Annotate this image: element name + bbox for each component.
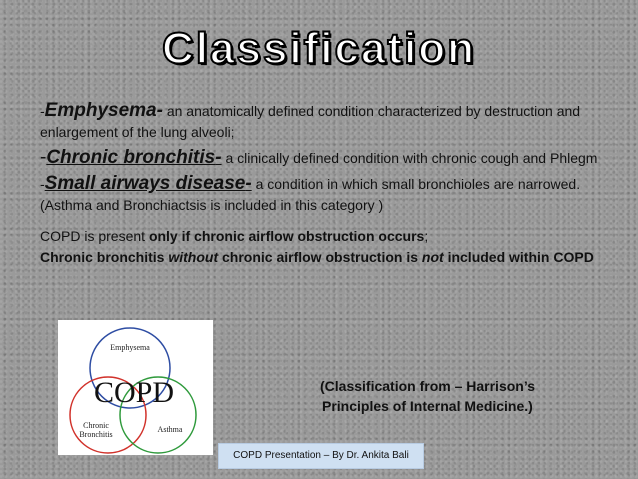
asthma-label: Asthma bbox=[157, 425, 183, 434]
emphysema-label: Emphysema bbox=[110, 343, 150, 352]
copd-statement-2: Chronic bronchitis without chronic airflow obstruction is not included within COPD bbox=[40, 249, 594, 265]
term-emphysema: Emphysema bbox=[44, 100, 157, 121]
slide-content bbox=[40, 100, 620, 268]
definition-chronic-bronchitis: -Chronic bronchitis- a clinically defined condition with chronic cough and Phlegm bbox=[40, 147, 598, 168]
term-small-airways-disease: Small airways disease bbox=[44, 173, 246, 194]
copd-statement-1: COPD is present only if chronic airflow obstruction occurs; bbox=[40, 228, 429, 244]
definition-emphysema: -Emphysema- an anatomically defined condition characterized by destruction and enlargement of the lung alveoli; bbox=[40, 100, 581, 140]
bronchitis-label: Chronic Bronchitis bbox=[79, 421, 113, 439]
slide-title: Classification bbox=[161, 24, 477, 73]
footer-label: COPD Presentation – By Dr. Ankita Bali bbox=[218, 443, 424, 469]
category-note: (Asthma and Bronchiactsis is included in this category ) bbox=[40, 197, 384, 213]
definition-text: a condition in which small bronchioles are narrowed. bbox=[251, 176, 581, 192]
term-chronic-bronchitis: Chronic bronchitis bbox=[46, 147, 216, 168]
definition-text: an anatomically defined condition characterized by destruction and enlargement of the lung alveoli; bbox=[40, 103, 581, 140]
definition-text: a clinically defined condition with chronic cough and Phlegm bbox=[221, 150, 598, 166]
copd-center-label: COPD bbox=[93, 376, 175, 409]
definition-small-airways: -Small airways disease- a condition in which small bronchioles are narrowed. bbox=[40, 173, 581, 194]
copd-venn-diagram bbox=[58, 320, 213, 455]
citation: (Classification from – Harrison’s Principles of Internal Medicine.) bbox=[320, 378, 535, 414]
